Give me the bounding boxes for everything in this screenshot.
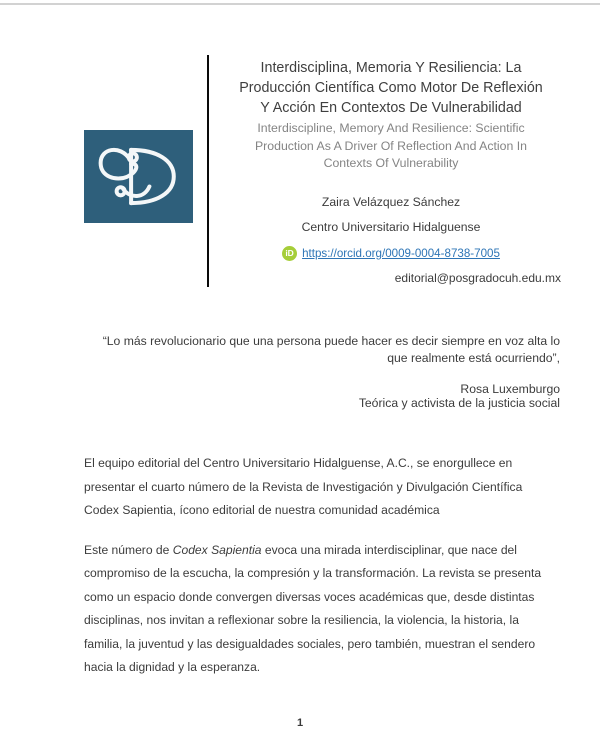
page-number: 1 xyxy=(296,717,304,729)
codex-monogram-icon xyxy=(91,136,186,217)
author-affiliation: Centro Universitario Hidalguense xyxy=(301,219,481,234)
orcid-icon: iD xyxy=(282,246,297,261)
top-rule xyxy=(0,3,600,5)
paragraph-2-text: evoca una mirada interdisciplinar, que nace del compromiso de la escucha, la compresión y la transformación. La revista se presenta como un espacio donde convergen diversas voces académicas que, desde distintas disciplinas, nos invitan a reflexionar sobre la resiliencia, la violencia, la historia, la familia, la juventud y las desigualdades sociales, pero también, muestran el sendero hacia la dignidad y la esperanza. xyxy=(84,542,542,674)
article-title-en xyxy=(221,120,561,173)
editorial-email: editorial@posgradocuh.edu.mx xyxy=(394,270,561,285)
masthead xyxy=(221,58,561,285)
article-title-es xyxy=(221,58,561,118)
orcid-row xyxy=(221,246,561,261)
epigraph-quote xyxy=(84,333,560,410)
title-en-line: Contexts Of Vulnerability xyxy=(323,156,459,170)
title-es-line: Interdisciplina, Memoria Y Resiliencia: La xyxy=(260,60,522,76)
quote-author: Rosa Luxemburgo xyxy=(460,382,560,396)
quote-line: “Lo más revolucionario que una persona puede hacer es decir siempre en voz alta lo xyxy=(102,334,560,348)
title-en-line: Interdiscipline, Memory And Resilience: Scientific xyxy=(257,121,525,135)
quote-author-role: Teórica y activista de la justicia social xyxy=(358,396,560,410)
quote-line: que realmente está ocurriendo”, xyxy=(387,350,560,365)
editorial-body xyxy=(84,452,560,696)
journal-logo xyxy=(84,130,193,223)
title-divider-rule xyxy=(207,55,209,287)
body-paragraph-1: El equipo editorial del Centro Universitario Hidalguense, A.C., se enorgullece en presentar el cuarto número de la Revista de Investigación y Divulgación Científica Codex Sapientia, ícono editorial de nuestra comunidad académica xyxy=(84,456,523,517)
quote-attribution xyxy=(84,382,560,410)
paragraph-2-text: Este número de xyxy=(84,542,173,557)
body-paragraph-2 xyxy=(84,539,560,680)
orcid-link[interactable]: https://orcid.org/0009-0004-8738-7005 xyxy=(302,246,500,260)
title-en-line: Production As A Driver Of Reflection And Action In xyxy=(254,138,528,153)
title-es-line: Y Acción En Contextos De Vulnerabilidad xyxy=(260,100,522,116)
journal-name-italic: Codex Sapientia xyxy=(172,542,262,557)
author-name: Zaira Velázquez Sánchez xyxy=(321,194,461,209)
title-es-line: Producción Científica Como Motor De Reflexión xyxy=(239,80,543,96)
